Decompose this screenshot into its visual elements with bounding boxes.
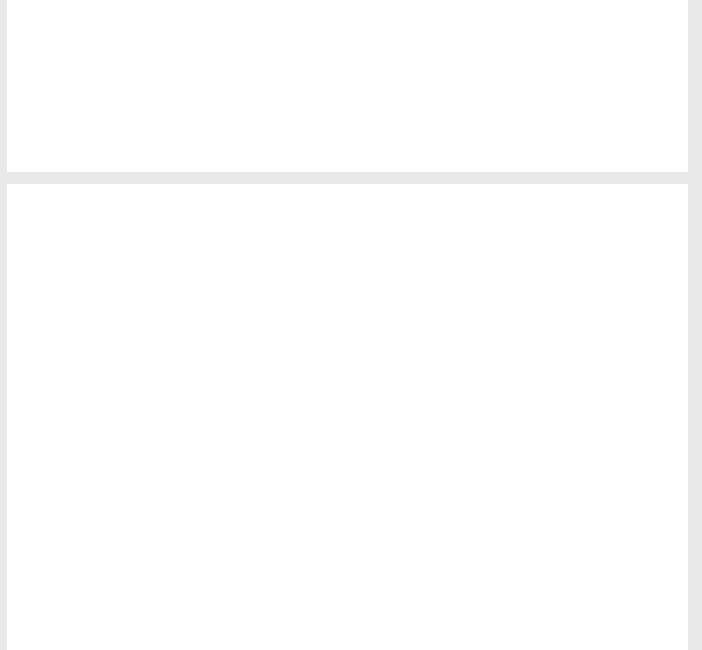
summary-panel [7,0,688,172]
page-margin [690,0,702,650]
components-panel [7,184,688,650]
